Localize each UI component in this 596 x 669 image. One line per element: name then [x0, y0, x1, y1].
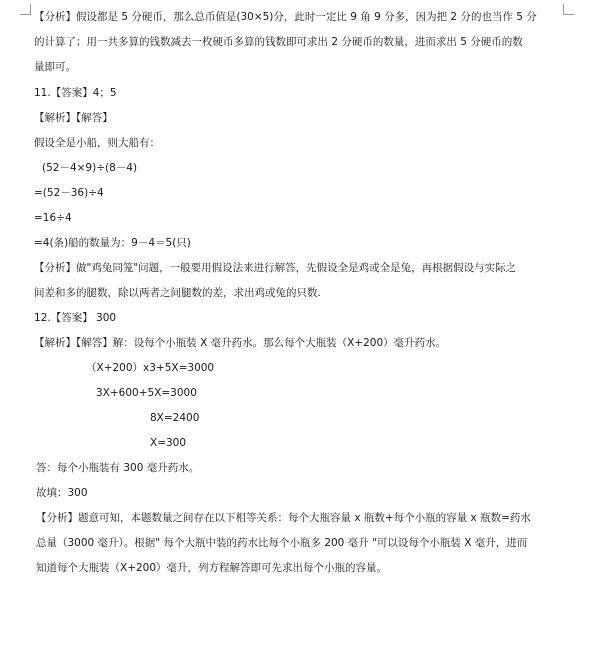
document-line: （X+200）x3+5X=3000 — [86, 362, 215, 374]
document-line: 答：每个小瓶装有 300 毫升药水。 — [36, 462, 200, 474]
document-line: 故填：300 — [36, 487, 88, 499]
page-corner-mark-left — [20, 4, 31, 15]
document-line: 【分析】做"鸡兔同笼"问题，一般要用假设法来进行解答，先假设全是鸡或全是兔，再根据假设与实际之 — [34, 262, 517, 274]
document-line: 【分析】题意可知，本题数量之间存在以下相等关系：每个大瓶容量 x 瓶数+每个小瓶的容量 x 瓶数=药水 — [36, 512, 531, 524]
document-line: 总量（3000 毫升）。根据" 每个大瓶中装的药水比每个小瓶多 200 毫升 "可以设每个小瓶装 X 毫升，进而 — [36, 537, 528, 549]
document-line: =16÷4 — [34, 212, 72, 224]
document-line: 8X=2400 — [150, 412, 200, 424]
document-line: 【解析】【解答】解：设每个小瓶装 X 毫升药水。那么每个大瓶装（X+200）毫升药水。 — [34, 337, 447, 349]
document-line: =(52－36)÷4 — [34, 187, 104, 199]
document-line: 【解析】【解答】 — [34, 112, 113, 124]
document-line: 假设全是小船，则大船有： — [34, 137, 160, 149]
page-corner-mark-right — [563, 4, 574, 15]
document-line: 12.【答案】 300 — [34, 312, 117, 324]
document-line: 3X+600+5X=3000 — [96, 387, 197, 399]
document-line: 【分析】假设都是 5 分硬币，那么总币值是(30×5)分，此时一定比 9 角 9 分多，因为把 2 分的也当作 5 分 — [34, 11, 537, 23]
document-line: (52－4×9)÷(8－4) — [42, 162, 138, 174]
document-line: 间差和多的腿数，除以两者之间腿数的差，求出鸡或兔的只数. — [34, 287, 321, 299]
document-line: =4(条)船的数量为：9－4＝5(只) — [34, 237, 191, 249]
document-line: 的计算了；用一共多算的钱数减去一枚硬币多算的钱数即可求出 2 分硬币的数量，进而求出 5 分硬币的数 — [34, 36, 523, 48]
document-line: 量即可。 — [34, 61, 76, 73]
document-line: 知道每个大瓶装（X+200）毫升，列方程解答即可先求出每个小瓶的容量。 — [36, 562, 388, 574]
document-line: 11.【答案】4；5 — [34, 87, 117, 99]
document-line: X=300 — [150, 437, 187, 449]
